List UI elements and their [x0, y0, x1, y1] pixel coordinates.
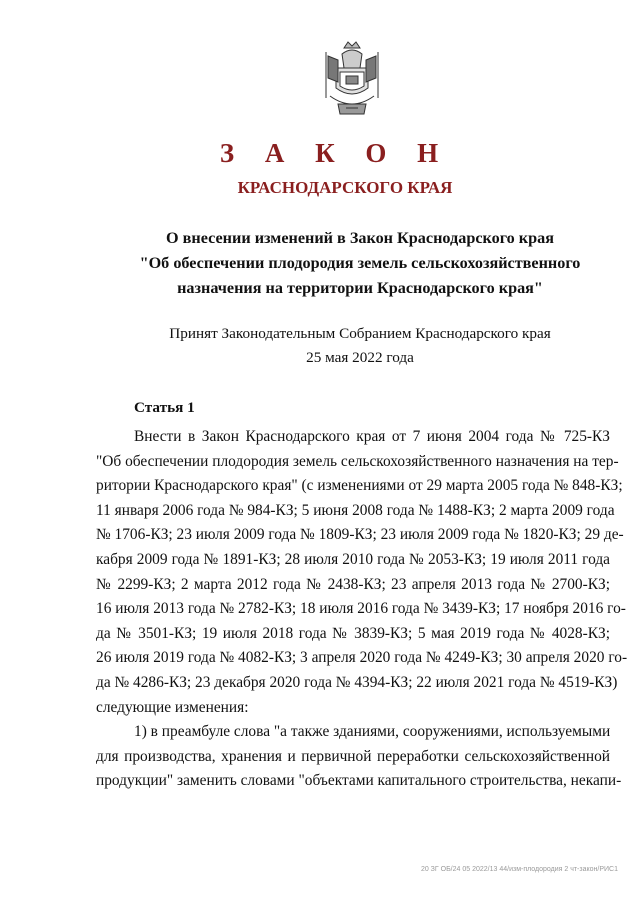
body-line: 1) в преамбуле слова "а также зданиями, сооружениями, используемыми	[134, 723, 611, 741]
adoption-line: Принят Законодательным Собранием Краснодарского края	[169, 325, 551, 342]
title-line: "Об обеспечении плодородия земель сельскохозяйственного	[139, 254, 581, 272]
body-line: да № 4286-КЗ; 23 декабря 2020 года № 4394-КЗ; 22 июля 2021 года № 4519-КЗ)	[96, 673, 618, 691]
body-line: для производства, хранения и первичной переработки сельскохозяйственной	[96, 747, 610, 765]
title-line: назначения на территории Краснодарского края"	[177, 279, 543, 297]
law-title	[100, 226, 620, 301]
title-line: О внесении изменений в Закон Краснодарского края	[166, 229, 554, 247]
article-heading: Статья 1	[134, 399, 195, 416]
body-line: продукции" заменить словами "объектами капитального строительства, некапи-	[96, 772, 622, 790]
body-line: № 1706-КЗ; 23 июля 2009 года № 1809-КЗ; 23 июля 2009 года № 1820-КЗ; 29 де-	[96, 526, 624, 544]
body-line: ритории Краснодарского края" (с изменениями от 29 марта 2005 года № 848-КЗ;	[96, 477, 623, 495]
adoption-note	[100, 322, 620, 370]
document-type-heading: З А К О Н	[219, 138, 451, 168]
body-line: 11 января 2006 года № 984-КЗ; 5 июня 2008 года № 1488-КЗ; 2 марта 2009 года	[96, 501, 615, 519]
body-line: 26 июля 2019 года № 4082-КЗ; 3 апреля 2020 года № 4249-КЗ; 30 апреля 2020 го-	[96, 649, 628, 667]
body-line: Внести в Закон Краснодарского края от 7 июня 2004 года № 725-КЗ	[134, 428, 610, 445]
body-line: № 2299-КЗ; 2 марта 2012 года № 2438-КЗ; 23 апреля 2013 года № 2700-КЗ;	[96, 575, 610, 593]
document-stamp: 20 ЗГ ОБ/24 05 2022/13 44/изм-плодородия 2 чт-закон/РИС1	[420, 866, 618, 873]
adoption-date: 25 мая 2022 года	[306, 349, 414, 366]
body-line: следующие изменения:	[96, 698, 249, 716]
body-line: 16 июля 2013 года № 2782-КЗ; 18 июля 2016 года № 3439-КЗ; 17 ноября 2016 го-	[96, 600, 626, 618]
body-line: да № 3501-КЗ; 19 июля 2018 года № 3839-КЗ; 5 мая 2019 года № 4028-КЗ;	[96, 624, 610, 642]
body-line: "Об обеспечении плодородия земель сельскохозяйственного назначения на тер-	[96, 452, 619, 470]
region-heading: КРАСНОДАРСКОГО КРАЯ	[237, 178, 453, 197]
body-line: кабря 2009 года № 1891-КЗ; 28 июля 2010 года № 2053-КЗ; 19 июля 2011 года	[96, 550, 610, 568]
article-body	[96, 425, 628, 794]
coat-of-arms-icon	[316, 38, 388, 118]
